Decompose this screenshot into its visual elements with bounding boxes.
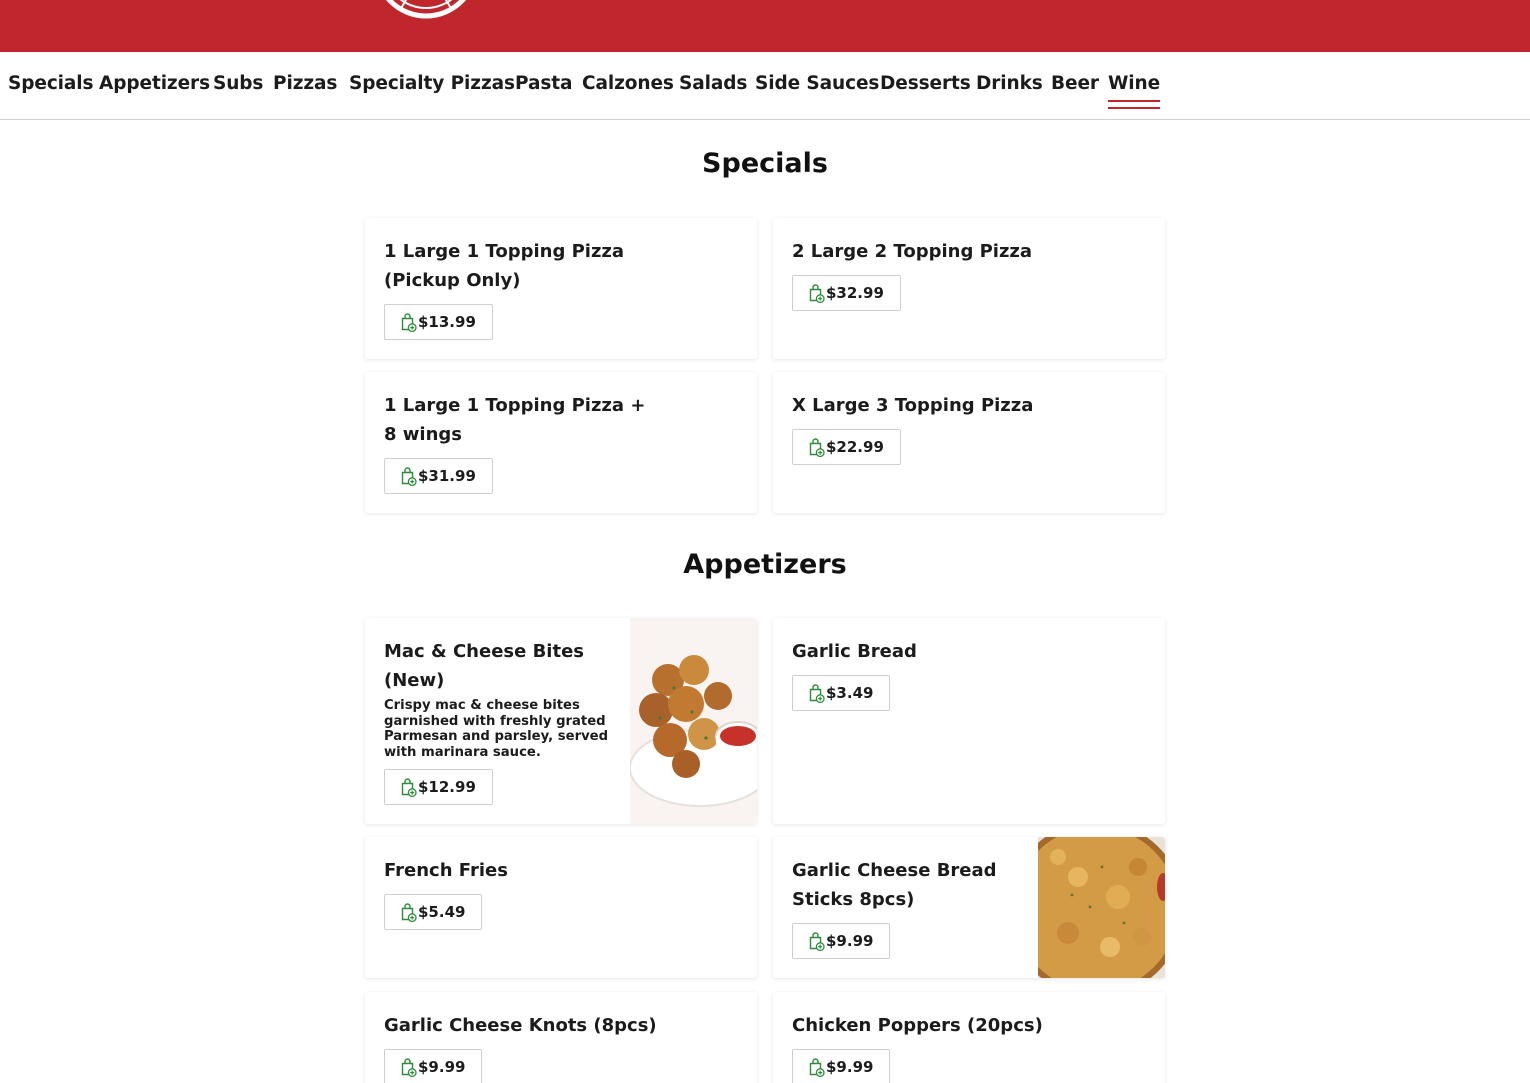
nav-tab-wine[interactable]: Wine — [1108, 73, 1161, 94]
add-to-cart-button[interactable] — [792, 923, 890, 959]
section-title-appetizers: Appetizers — [683, 549, 847, 580]
nav-tab-specials[interactable]: Specials — [8, 73, 94, 94]
item-price: $3.49 — [826, 684, 874, 702]
add-to-cart-button[interactable] — [384, 458, 493, 494]
menu-item-card[interactable] — [365, 992, 757, 1083]
top-header-bar — [0, 0, 1530, 52]
shopping-bag-plus-icon — [400, 777, 417, 797]
add-to-cart-button[interactable] — [792, 429, 901, 465]
add-to-cart-button[interactable] — [792, 1049, 890, 1083]
nav-tab-salads[interactable]: Salads — [679, 73, 748, 94]
item-price: $9.99 — [826, 932, 874, 950]
item-name: 1 Large 1 Topping Pizza + 8 wings — [384, 395, 646, 445]
shopping-bag-plus-icon — [400, 902, 417, 922]
menu-item-card[interactable] — [365, 218, 757, 359]
item-name: Mac & Cheese Bites (New) — [384, 641, 585, 691]
shopping-bag-plus-icon — [400, 466, 417, 486]
item-name: 1 Large 1 Topping Pizza (Pickup Only) — [384, 241, 625, 291]
nav-tab-beer[interactable]: Beer — [1051, 73, 1099, 94]
nav-tab-specialty-pizzas[interactable]: Specialty Pizzas — [349, 73, 515, 94]
item-price: $9.99 — [826, 1058, 874, 1076]
nav-tab-calzones[interactable]: Calzones — [582, 73, 674, 94]
item-name: X Large 3 Topping Pizza — [792, 395, 1034, 416]
shopping-bag-plus-icon — [808, 1057, 825, 1077]
section-title-specials: Specials — [702, 148, 828, 179]
shopping-bag-plus-icon — [808, 931, 825, 951]
item-price: $5.49 — [418, 903, 466, 921]
nav-tab-pizzas[interactable]: Pizzas — [273, 73, 338, 94]
shopping-bag-plus-icon — [400, 1057, 417, 1077]
shopping-bag-plus-icon — [808, 437, 825, 457]
item-name: Garlic Bread — [792, 641, 917, 662]
menu-item-card[interactable] — [773, 618, 1165, 824]
menu-item-card[interactable] — [365, 372, 757, 513]
shopping-bag-plus-icon — [808, 283, 825, 303]
item-price: $12.99 — [418, 778, 476, 796]
item-name: 2 Large 2 Topping Pizza — [792, 241, 1033, 262]
item-price: $32.99 — [826, 284, 884, 302]
item-price: $9.99 — [418, 1058, 466, 1076]
item-price: $13.99 — [418, 313, 476, 331]
pizza-logo-icon[interactable] — [370, 0, 482, 20]
nav-tab-drinks[interactable]: Drinks — [976, 73, 1043, 94]
add-to-cart-button[interactable] — [792, 275, 901, 311]
item-name: Chicken Poppers (20pcs) — [792, 1015, 1043, 1036]
item-name: Garlic Cheese Bread Sticks 8pcs) — [792, 860, 997, 910]
menu-item-card[interactable] — [773, 992, 1165, 1083]
item-price: $22.99 — [826, 438, 884, 456]
nav-tab-appetizers[interactable]: Appetizers — [99, 73, 210, 94]
menu-item-card[interactable] — [773, 372, 1165, 513]
nav-tab-pasta[interactable]: Pasta — [515, 73, 573, 94]
menu-item-card[interactable] — [365, 837, 757, 978]
item-price: $31.99 — [418, 467, 476, 485]
menu-item-card[interactable] — [773, 837, 1165, 978]
nav-tab-side-sauces[interactable]: Side Sauces — [755, 73, 880, 94]
category-nav — [0, 52, 1530, 120]
menu-item-card[interactable] — [773, 218, 1165, 359]
item-description: Crispy mac & cheese bites garnished with freshly grated Parmesan and parsley, served with marinara sauce. — [384, 698, 609, 760]
item-name: Garlic Cheese Knots (8pcs) — [384, 1015, 657, 1036]
shopping-bag-plus-icon — [808, 683, 825, 703]
add-to-cart-button[interactable] — [384, 894, 482, 930]
item-name: French Fries — [384, 860, 508, 881]
menu-item-card[interactable] — [365, 618, 757, 824]
garlic-cheese-bread-photo[interactable] — [1038, 837, 1165, 978]
nav-tab-subs[interactable]: Subs — [213, 73, 264, 94]
add-to-cart-button[interactable] — [384, 304, 493, 340]
nav-tab-desserts[interactable]: Desserts — [880, 73, 971, 94]
shopping-bag-plus-icon — [400, 312, 417, 332]
mac-cheese-bites-photo[interactable] — [630, 618, 757, 824]
add-to-cart-button[interactable] — [792, 675, 890, 711]
add-to-cart-button[interactable] — [384, 769, 493, 805]
add-to-cart-button[interactable] — [384, 1049, 482, 1083]
